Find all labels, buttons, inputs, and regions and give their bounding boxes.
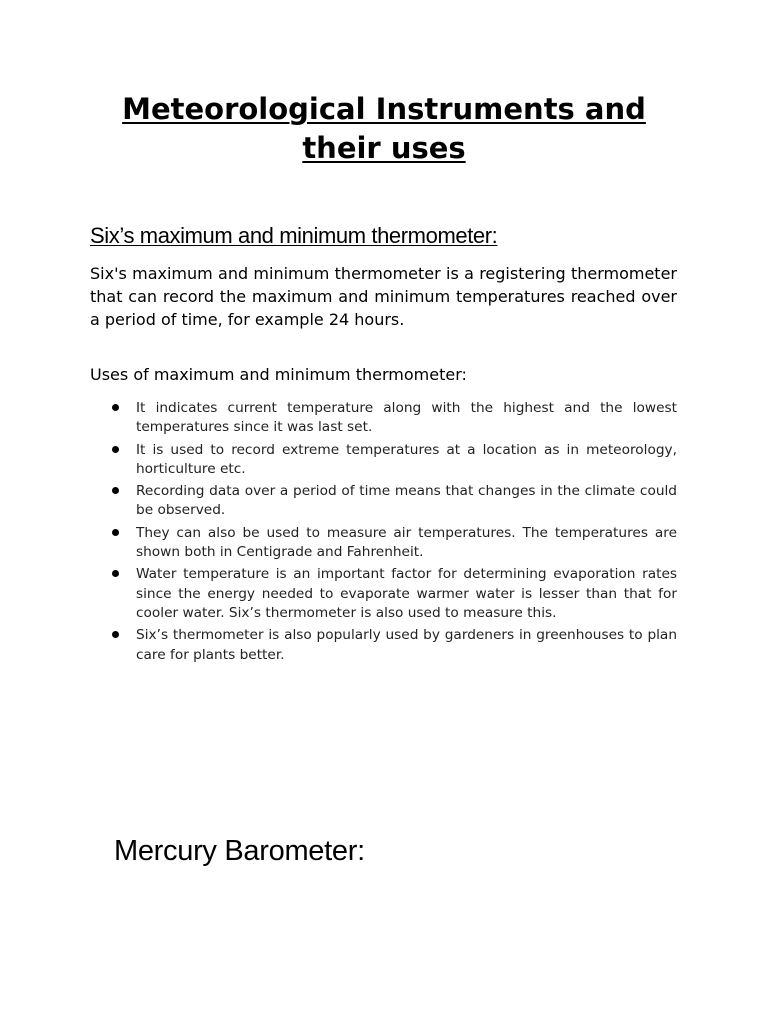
- bullet-icon: [112, 631, 119, 638]
- list-item: [90, 482, 677, 521]
- intro-paragraph: Six's maximum and minimum thermometer is a registering thermometer that can record the maximum and minimum temperatures reached over a period of time, for example 24 hours.: [90, 264, 677, 329]
- document-title: Meteorological Instruments and their uses: [122, 92, 646, 165]
- list-item: [90, 626, 677, 665]
- list-item-text: It indicates current temperature along with the highest and the lowest temperatures since it was last set.: [136, 400, 677, 436]
- bullet-icon: [112, 446, 119, 453]
- section-heading-mercury-barometer: Mercury Barometer:: [114, 835, 365, 867]
- uses-list: [90, 399, 677, 668]
- list-item-text: Six’s thermometer is also popularly used by gardeners in greenhouses to plan care for plants better.: [136, 627, 677, 663]
- list-item: [90, 399, 677, 438]
- list-item: [90, 524, 677, 563]
- bullet-icon: [112, 487, 119, 494]
- bullet-icon: [112, 529, 119, 536]
- bullet-icon: [112, 404, 119, 411]
- list-item-text: Recording data over a period of time means that changes in the climate could be observed.: [136, 483, 677, 519]
- section-heading-six-thermometer: Six’s maximum and minimum thermometer:: [90, 223, 498, 248]
- list-item-text: They can also be used to measure air temperatures. The temperatures are shown both in Centigrade and Fahrenheit.: [136, 524, 677, 561]
- list-item-text: It is used to record extreme temperatures at a location as in meteorology, horticulture etc.: [136, 441, 677, 477]
- uses-heading: Uses of maximum and minimum thermometer:: [90, 365, 467, 384]
- bullet-icon: [112, 570, 119, 577]
- list-item: [90, 565, 677, 623]
- list-item-text: Water temperature is an important factor for determining evaporation rates since the energy needed to evaporate warmer water is lesser than that for cooler water. Six’s thermometer is also used to measure this.: [136, 566, 677, 621]
- list-item: [90, 441, 677, 480]
